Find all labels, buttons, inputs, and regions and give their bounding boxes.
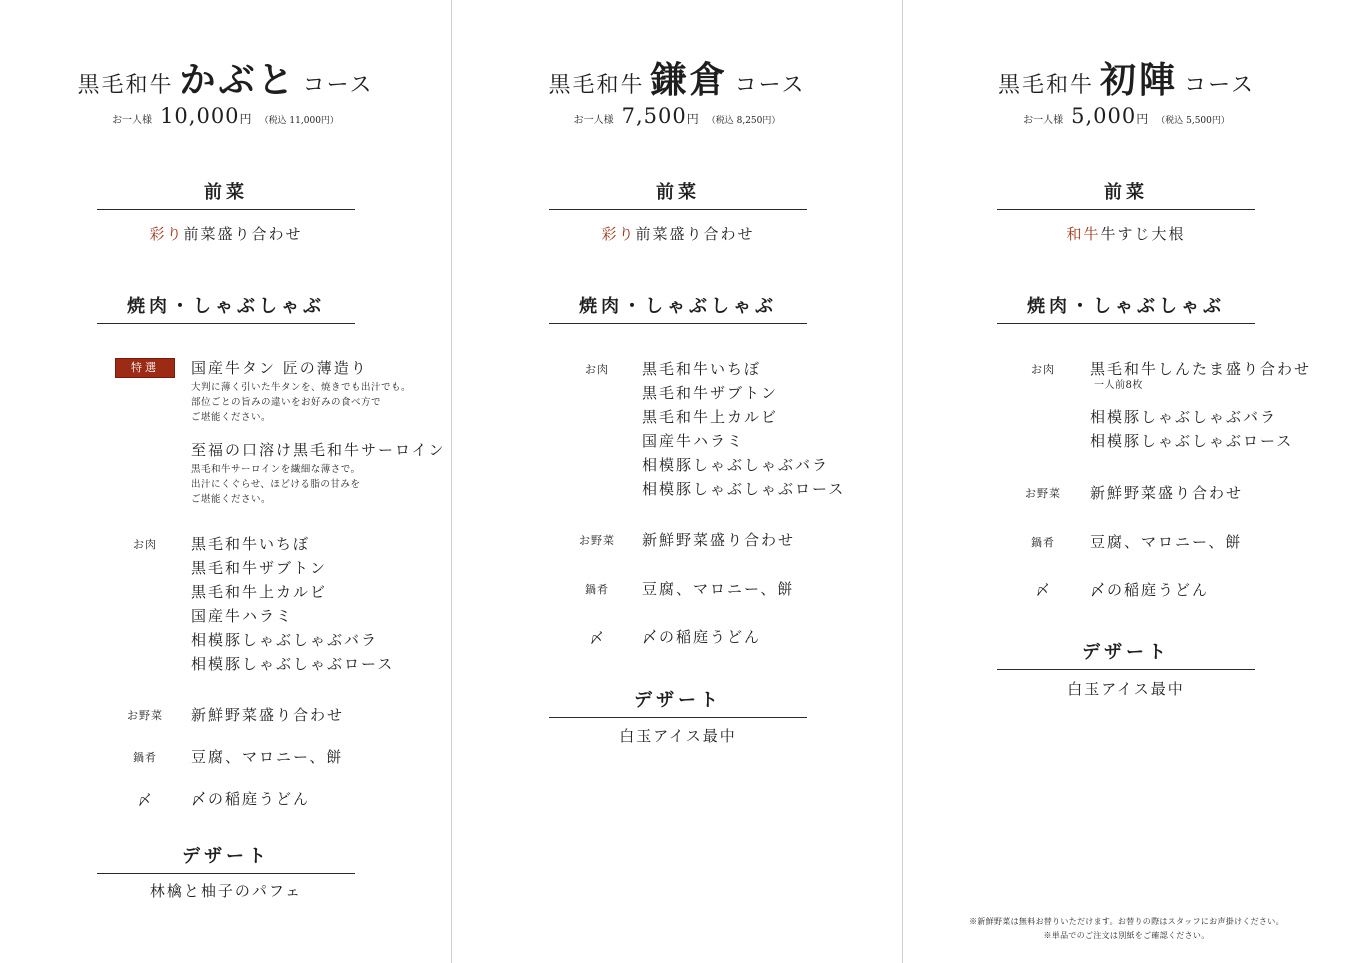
price-per-person: お一人様 <box>573 115 614 126</box>
category-label-meat: お肉 <box>585 363 609 376</box>
appetizer-item <box>549 223 807 244</box>
category-label-meat: お肉 <box>1031 363 1055 376</box>
special-item-1-desc: ご堪能ください。 <box>191 412 272 423</box>
vegetable-item: 新鮮野菜盛り合わせ <box>1090 484 1244 502</box>
appetizer-text: 前菜盛り合わせ <box>183 225 303 243</box>
appetizer-highlight: 和牛 <box>1066 225 1101 243</box>
meat-item: 黒毛和牛上カルビ <box>191 583 328 601</box>
price-amount: 10,000 <box>160 104 240 128</box>
meat-item: 黒毛和牛ザブトン <box>191 559 328 577</box>
course-title-suffix: コース <box>302 73 374 98</box>
price-per-person: お一人様 <box>1023 115 1064 126</box>
course-title-prefix: 黒毛和牛 <box>998 73 1095 98</box>
special-item-1-desc: 部位ごとの旨みの違いをお好みの食べ方で <box>191 397 382 408</box>
category-label-nabe: 鍋肴 <box>1031 536 1055 549</box>
appetizer-text: 前菜盛り合わせ <box>635 225 755 243</box>
meat-item: 相模豚しゃぶしゃぶバラ <box>191 631 379 649</box>
meat-item: 黒毛和牛ザブトン <box>642 384 779 402</box>
course-kamakura <box>452 0 902 963</box>
special-item-1-desc: 大判に薄く引いた牛タンを、焼きでも出汁でも。 <box>191 382 412 393</box>
meat-item: 国産牛ハラミ <box>642 432 745 450</box>
price-per-person: お一人様 <box>112 115 153 126</box>
special-item-2-desc: 出汁にくぐらせ、ほどける脂の甘みを <box>191 479 361 490</box>
nabe-item: 豆腐、マロニー、餅 <box>1090 533 1243 551</box>
course-title-suffix: コース <box>1184 73 1255 98</box>
course-title-prefix: 黒毛和牛 <box>77 73 174 98</box>
category-label-shime: 〆 <box>589 631 605 647</box>
price-tax: （税込 5,500円） <box>1156 116 1230 126</box>
price-yen: 円 <box>686 112 699 126</box>
price-tax: （税込 8,250円） <box>706 116 781 126</box>
meat-item-note: 一人前8枚 <box>1094 380 1143 391</box>
course-title-name: 鎌倉 <box>650 59 729 101</box>
course-price <box>903 104 1350 134</box>
course-title <box>903 52 1350 102</box>
category-label-shime: 〆 <box>1035 583 1051 599</box>
nabe-item: 豆腐、マロニー、餅 <box>642 580 795 598</box>
meat-item: 相模豚しゃぶしゃぶロース <box>1090 432 1294 450</box>
course-title-name: かぶと <box>179 59 297 101</box>
price-amount: 7,500 <box>621 104 687 128</box>
special-badge: 特選 <box>115 358 175 378</box>
section-heading-dessert: デザート <box>97 842 355 874</box>
footnote: ※単品でのご注文は別紙をご確認ください。 <box>1043 931 1210 940</box>
special-item-2: 至福の口溶け黒毛和牛サーロイン <box>191 441 446 459</box>
price-amount: 5,000 <box>1071 104 1137 128</box>
appetizer-highlight: 彩り <box>601 225 636 243</box>
appetizer-highlight: 彩り <box>149 225 184 243</box>
section-heading-dessert: デザート <box>549 686 807 718</box>
section-heading-appetizer: 前菜 <box>97 178 355 210</box>
category-label-vegetables: お野菜 <box>579 534 615 547</box>
price-yen: 円 <box>1136 112 1149 126</box>
meat-item: 相模豚しゃぶしゃぶバラ <box>642 456 830 474</box>
special-item-2-desc: ご堪能ください。 <box>191 494 272 505</box>
footnote: ※新鮮野菜は無料お替りいただけます。お替りの際はスタッフにお声掛けください。 <box>969 917 1284 926</box>
course-title <box>452 52 902 102</box>
meat-item: 相模豚しゃぶしゃぶバラ <box>1090 408 1278 426</box>
price-yen: 円 <box>239 112 252 126</box>
section-heading-dessert: デザート <box>997 638 1255 670</box>
course-title-suffix: コース <box>734 73 806 98</box>
category-label-vegetables: お野菜 <box>1025 487 1061 500</box>
meat-item: 国産牛ハラミ <box>191 607 294 625</box>
meat-item: 黒毛和牛上カルビ <box>642 408 779 426</box>
vegetable-item: 新鮮野菜盛り合わせ <box>191 706 345 724</box>
section-heading-main: 焼肉・しゃぶしゃぶ <box>97 292 355 324</box>
meat-item: 相模豚しゃぶしゃぶロース <box>642 480 846 498</box>
dessert-item: 林檎と柚子のパフェ <box>149 882 303 900</box>
special-item-1: 国産牛タン 匠の薄造り <box>191 359 368 377</box>
course-price <box>452 104 902 134</box>
meat-item: 黒毛和牛いちぼ <box>642 360 762 378</box>
nabe-item: 豆腐、マロニー、餅 <box>191 748 344 766</box>
section-heading-appetizer: 前菜 <box>997 178 1255 210</box>
course-price <box>0 104 451 134</box>
meat-item: 相模豚しゃぶしゃぶロース <box>191 655 395 673</box>
shime-item: 〆の稲庭うどん <box>191 790 311 808</box>
category-label-meat: お肉 <box>133 538 157 551</box>
section-heading-appetizer: 前菜 <box>549 178 807 210</box>
course-kabuto <box>0 0 451 963</box>
category-label-shime: 〆 <box>137 793 153 809</box>
special-item-2-desc: 黒毛和牛サーロインを繊細な薄さで。 <box>191 464 361 475</box>
section-heading-main: 焼肉・しゃぶしゃぶ <box>549 292 807 324</box>
meat-item: 黒毛和牛いちぼ <box>191 535 311 553</box>
shime-item: 〆の稲庭うどん <box>1090 581 1210 599</box>
category-label-nabe: 鍋肴 <box>585 583 609 596</box>
course-uijin <box>903 0 1350 963</box>
appetizer-item <box>997 223 1255 244</box>
course-title-name: 初陣 <box>1100 59 1179 101</box>
category-label-vegetables: お野菜 <box>127 709 163 722</box>
section-heading-main: 焼肉・しゃぶしゃぶ <box>997 292 1255 324</box>
shime-item: 〆の稲庭うどん <box>642 628 762 646</box>
dessert-item: 白玉アイス最中 <box>1067 680 1185 698</box>
footnotes <box>903 915 1350 943</box>
price-tax: （税込 11,000円） <box>259 116 339 126</box>
appetizer-text: 牛すじ大根 <box>1100 225 1186 243</box>
vegetable-item: 新鮮野菜盛り合わせ <box>642 531 796 549</box>
course-title-prefix: 黒毛和牛 <box>548 73 645 98</box>
category-label-nabe: 鍋肴 <box>133 751 157 764</box>
appetizer-item <box>97 223 355 244</box>
dessert-item: 白玉アイス最中 <box>619 727 737 745</box>
meat-item: 黒毛和牛しんたま盛り合わせ <box>1090 360 1312 378</box>
course-title <box>0 52 451 102</box>
